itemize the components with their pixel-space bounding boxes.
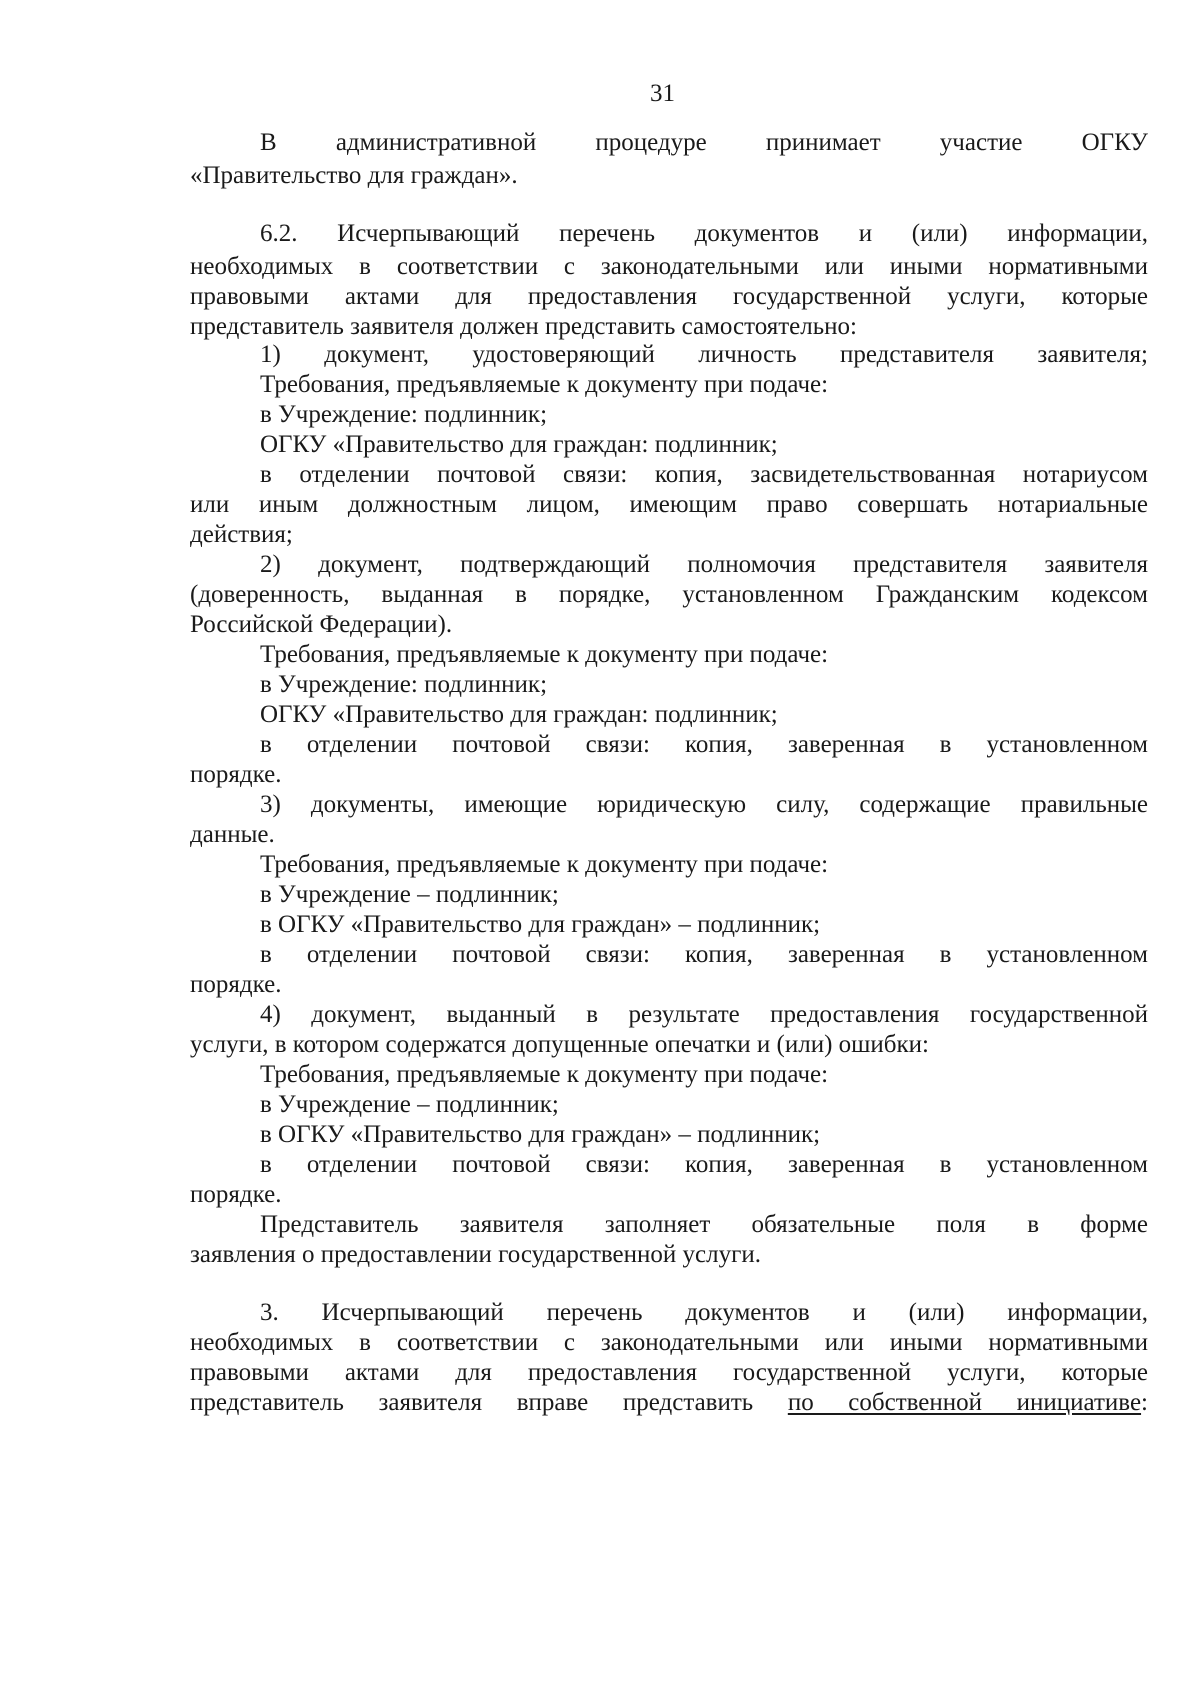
body-line: 6.2. Исчерпывающий перечень документов и (или) информации, [260, 220, 1148, 247]
underlined-phrase: по собственной инициативе [787, 1389, 1142, 1416]
body-line: Требования, предъявляемые к документу при подаче: [260, 641, 829, 668]
body-line: правовыми актами для предоставления государственной услуги, которые [190, 283, 1148, 310]
last-line-text: представитель заявителя вправе представить [190, 1389, 788, 1416]
body-line: (доверенность, выданная в порядке, установленном Гражданским кодексом [190, 581, 1148, 608]
body-line: порядке. [190, 761, 282, 788]
body-line: 1) документ, удостоверяющий личность представителя заявителя; [260, 341, 1148, 368]
body-line: 3) документы, имеющие юридическую силу, содержащие правильные [260, 791, 1148, 818]
body-line: в Учреждение – подлинник; [260, 1091, 559, 1118]
body-line: данные. [190, 821, 275, 848]
body-line: в ОГКУ «Правительство для граждан» – подлинник; [260, 911, 821, 938]
body-line: представитель заявителя должен представить самостоятельно: [190, 313, 857, 340]
body-line: Российской Федерации). [190, 611, 453, 638]
body-line: действия; [190, 521, 293, 548]
page-number: 31 [650, 80, 675, 107]
last-line-tail: : [1141, 1389, 1148, 1416]
body-line: Требования, предъявляемые к документу при подаче: [260, 851, 829, 878]
body-line: в отделении почтовой связи: копия, засвидетельствованная нотариусом [260, 461, 1148, 488]
body-line: 3. Исчерпывающий перечень документов и (или) информации, [260, 1299, 1148, 1326]
body-line: или иным должностным лицом, имеющим право совершать нотариальные [190, 491, 1148, 518]
body-line: порядке. [190, 971, 282, 998]
body-line: 4) документ, выданный в результате предоставления государственной [260, 1001, 1148, 1028]
body-line: в отделении почтовой связи: копия, заверенная в установленном [260, 1151, 1148, 1178]
body-line: Требования, предъявляемые к документу при подаче: [260, 1061, 829, 1088]
body-line: в отделении почтовой связи: копия, заверенная в установленном [260, 731, 1148, 758]
body-line: Требования, предъявляемые к документу при подаче: [260, 371, 829, 398]
body-line: 2) документ, подтверждающий полномочия представителя заявителя [260, 551, 1148, 578]
body-line: ОГКУ «Правительство для граждан: подлинник; [260, 701, 778, 728]
body-line: Представитель заявителя заполняет обязательные поля в форме [260, 1211, 1148, 1238]
body-line: в Учреждение: подлинник; [260, 671, 548, 698]
body-line: услуги, в котором содержатся допущенные опечатки и (или) ошибки: [190, 1031, 929, 1058]
body-line: в ОГКУ «Правительство для граждан» – подлинник; [260, 1121, 821, 1148]
body-line: «Правительство для граждан». [190, 162, 518, 189]
body-line: необходимых в соответствии с законодательными или иными нормативными [190, 1329, 1148, 1356]
body-line: правовыми актами для предоставления государственной услуги, которые [190, 1359, 1148, 1386]
body-line: В административной процедуре принимает участие ОГКУ [260, 129, 1148, 156]
body-line: в отделении почтовой связи: копия, заверенная в установленном [260, 941, 1148, 968]
body-line: необходимых в соответствии с законодательными или иными нормативными [190, 253, 1148, 280]
body-line: ОГКУ «Правительство для граждан: подлинник; [260, 431, 778, 458]
body-line: в Учреждение: подлинник; [260, 401, 548, 428]
body-line-last [190, 1387, 1148, 1419]
body-line: заявления о предоставлении государственной услуги. [190, 1241, 761, 1268]
body-line: порядке. [190, 1181, 282, 1208]
body-line: в Учреждение – подлинник; [260, 881, 559, 908]
